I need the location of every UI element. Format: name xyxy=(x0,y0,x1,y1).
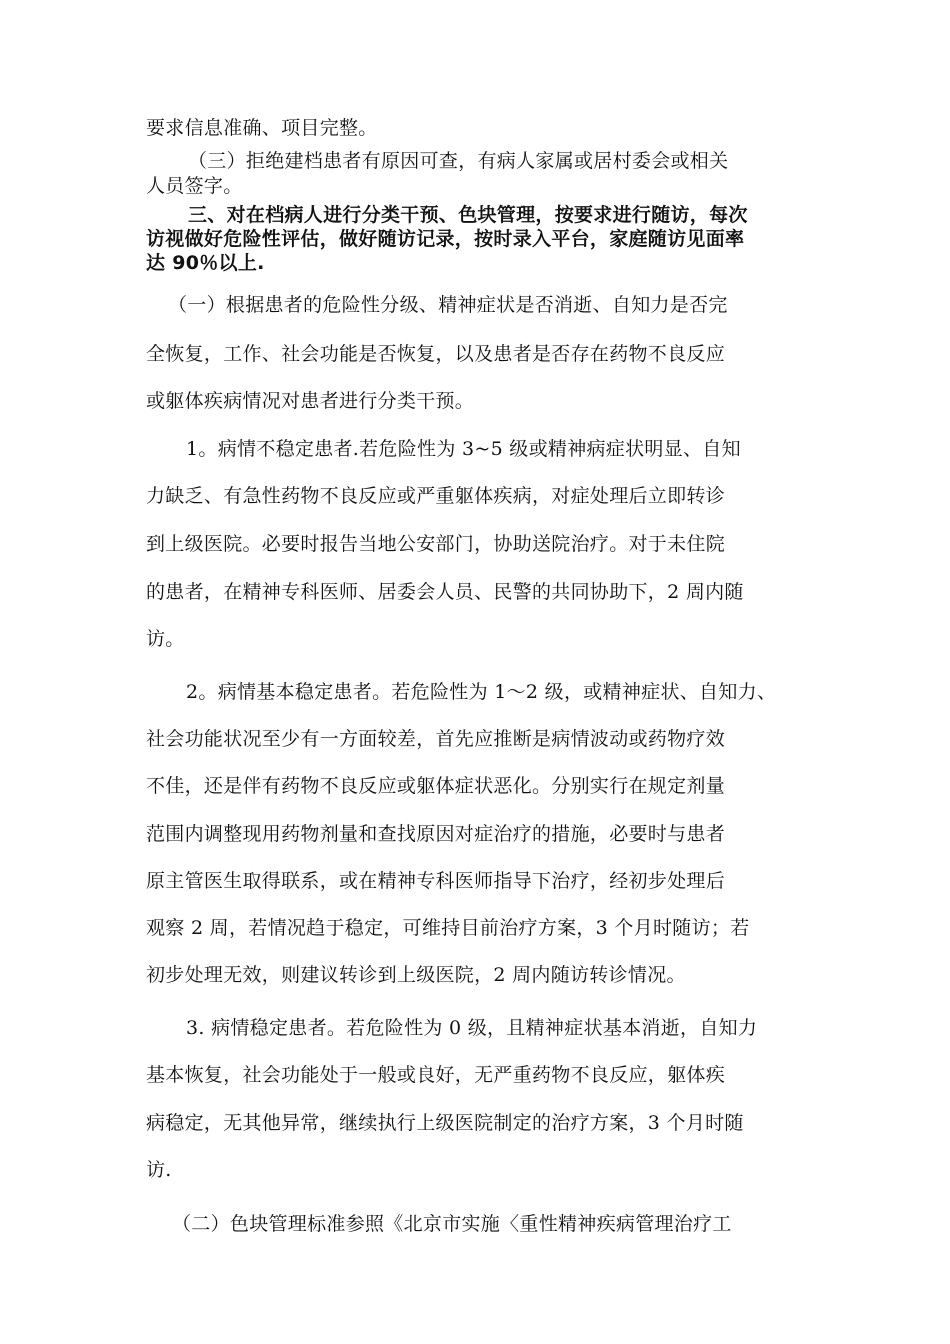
text-line: 3. 病情稳定患者。若危险性为 0 级，且精神症状基本消逝，自知力 xyxy=(186,1017,758,1039)
section-heading-line: 三、对在档病人进行分类干预、色块管理，按要求进行随访，每次 xyxy=(188,204,748,226)
text-line: 不佳，还是伴有药物不良反应或躯体症状恶化。分别实行在规定剂量 xyxy=(146,775,726,797)
text-line: （三）拒绝建档患者有原因可查，有病人家属或居村委会或相关 xyxy=(188,150,729,172)
text-line: 力缺乏、有急性药物不良反应或严重躯体疾病，对症处理后立即转诊 xyxy=(146,485,726,507)
text-line: 人员签字。 xyxy=(146,175,243,197)
text-line: 的患者，在精神专科医师、居委会人员、民警的共同协助下，2 周内随 xyxy=(146,581,744,603)
text-line: 访. xyxy=(146,1159,172,1181)
text-line: 范围内调整现用药物剂量和查找原因对症治疗的措施，必要时与患者 xyxy=(146,823,726,845)
text-line: 到上级医院。必要时报告当地公安部门，协助送院治疗。对于未住院 xyxy=(146,533,726,555)
text-line: 2。病情基本稳定患者。若危险性为 1～2 级，或精神症状、自知力、 xyxy=(186,681,777,703)
text-line: 观察 2 周，若情况趋于稳定，可维持目前治疗方案，3 个月时随访；若 xyxy=(146,917,750,939)
text-line: 社会功能状况至少有一方面较差，首先应推断是病情波动或药物疗效 xyxy=(146,728,726,750)
text-line: 或躯体疾病情况对患者进行分类干预。 xyxy=(146,390,475,412)
text-line: 访。 xyxy=(146,628,185,650)
text-line: 初步处理无效，则建议转诊到上级医院，2 周内随访转诊情况。 xyxy=(146,964,686,986)
section-heading-line: 达 90％以上. xyxy=(146,252,265,274)
section-heading-line: 访视做好危险性评估，做好随访记录，按时录入平台，家庭随访见面率 xyxy=(146,228,745,250)
text-line: 原主管医生取得联系，或在精神专科医师指导下治疗，经初步处理后 xyxy=(146,870,726,892)
text-line: （一）根据患者的危险性分级、精神症状是否消逝、自知力是否完 xyxy=(168,294,728,316)
text-line: 要求信息准确、项目完整。 xyxy=(146,117,378,139)
text-line: （二）色块管理标准参照《北京市实施〈重性精神疾病管理治疗工 xyxy=(172,1213,732,1235)
text-line: 病稳定，无其他异常，继续执行上级医院制定的治疗方案，3 个月时随 xyxy=(146,1112,744,1134)
text-line: 1。病情不稳定患者.若危险性为 3~5 级或精神病症状明显、自知 xyxy=(186,438,741,460)
text-line: 基本恢复，社会功能处于一般或良好，无严重药物不良反应，躯体疾 xyxy=(146,1064,726,1086)
text-line: 全恢复，工作、社会功能是否恢复，以及患者是否存在药物不良反应 xyxy=(146,343,726,365)
